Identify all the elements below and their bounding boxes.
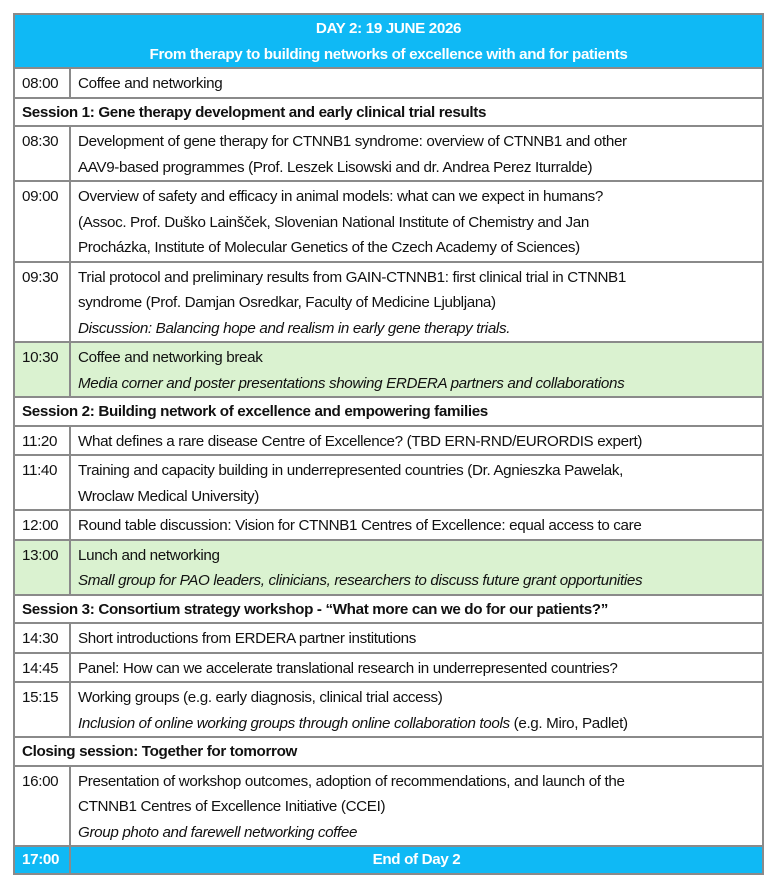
end-time: 17:00 [14, 846, 70, 874]
description-line: Working groups (e.g. early diagnosis, clinical trial access) [78, 689, 443, 706]
description-note [78, 371, 755, 397]
session-header-row [14, 595, 763, 624]
description-line: AAV9-based programmes (Prof. Leszek Lisowski and dr. Andrea Perez Iturralde) [78, 158, 593, 176]
agenda-description [70, 623, 763, 653]
description-line: Panel: How can we accelerate translational research in underrepresented countries? [78, 659, 618, 677]
agenda-time: 16:00 [14, 766, 70, 847]
agenda-description [70, 540, 763, 595]
session-header-row [14, 98, 763, 127]
description-line: Trial protocol and preliminary results from GAIN-CTNNB1: first clinical trial in CTNNB1 [78, 268, 626, 286]
agenda-time: 11:20 [14, 426, 70, 456]
session-title: Session 2: Building network of excellence and empowering families [14, 397, 763, 426]
agenda-description [70, 426, 763, 456]
session-header-row [14, 737, 763, 766]
description-line: Training and capacity building in underrepresented countries (Dr. Agnieszka Pawelak, [78, 462, 623, 479]
agenda-item-row [14, 181, 763, 262]
italic-note: Inclusion of online working groups through online collaboration tools [78, 714, 510, 732]
agenda-description [70, 653, 763, 683]
agenda-item-row [14, 455, 763, 510]
description-note [78, 711, 755, 737]
agenda-item-row [14, 510, 763, 540]
agenda-description [70, 126, 763, 181]
day2-agenda-table [13, 13, 764, 875]
description-line: Presentation of workshop outcomes, adoption of recommendations, and launch of the [78, 772, 625, 790]
session-title: Session 3: Consortium strategy workshop - “What more can we do for our patients?” [14, 595, 763, 624]
agenda-item-row [14, 262, 763, 343]
day-title: DAY 2: 19 JUNE 2026 [315, 20, 462, 37]
end-of-day-row [14, 846, 763, 874]
italic-note: Media corner and poster presentations showing ERDERA partners and collaborations [78, 374, 625, 392]
agenda-item-row [14, 426, 763, 456]
agenda-description [70, 766, 763, 847]
day-subtitle: From therapy to building networks of excellence with and for patients [149, 45, 628, 63]
agenda-item-row [14, 653, 763, 683]
agenda-time: 12:00 [14, 510, 70, 540]
italic-note: Small group for PAO leaders, clinicians, researchers to discuss future grant opportunities [78, 572, 643, 589]
agenda-description [70, 342, 763, 397]
session-header-row [14, 397, 763, 426]
agenda-item-row [14, 126, 763, 181]
description-line: Coffee and networking [78, 75, 223, 92]
agenda-description [70, 262, 763, 343]
agenda-time: 08:30 [14, 126, 70, 181]
description-note [78, 316, 755, 342]
break-row [14, 540, 763, 595]
agenda-time: 15:15 [14, 682, 70, 737]
description-note [78, 568, 755, 594]
description-line: What defines a rare disease Centre of Excellence? (TBD ERN-RND/EURORDIS expert) [78, 432, 643, 450]
description-line: Wroclaw Medical University) [78, 487, 259, 505]
description-line: syndrome (Prof. Damjan Osredkar, Faculty of Medicine Ljubljana) [78, 294, 496, 311]
agenda-time: 10:30 [14, 342, 70, 397]
agenda-time: 11:40 [14, 455, 70, 510]
description-line: Procházka, Institute of Molecular Genetics of the Czech Academy of Sciences) [78, 239, 580, 256]
agenda-description [70, 682, 763, 737]
agenda-item-row [14, 682, 763, 737]
session-title: Session 1: Gene therapy development and early clinical trial results [14, 98, 763, 127]
description-line: Coffee and networking break [78, 349, 263, 366]
agenda-item-row [14, 68, 763, 98]
agenda-description [70, 68, 763, 98]
agenda-header-cell [14, 14, 763, 68]
description-note [78, 820, 755, 846]
agenda-item-row [14, 766, 763, 847]
end-of-day-label: End of Day 2 [70, 846, 763, 874]
description-line: Lunch and networking [78, 546, 220, 564]
agenda-description [70, 510, 763, 540]
agenda-time: 09:30 [14, 262, 70, 343]
description-line: Short introductions from ERDERA partner institutions [78, 630, 417, 647]
description-line: Overview of safety and efficacy in animal models: what can we expect in humans? [78, 188, 604, 205]
agenda-time: 14:45 [14, 653, 70, 683]
agenda-item-row [14, 623, 763, 653]
description-line: (Assoc. Prof. Duško Lainšček, Slovenian National Institute of Chemistry and Jan [78, 213, 589, 231]
agenda-description [70, 455, 763, 510]
agenda-time: 13:00 [14, 540, 70, 595]
description-line: Development of gene therapy for CTNNB1 syndrome: overview of CTNNB1 and other [78, 133, 627, 150]
break-row [14, 342, 763, 397]
agenda-time: 14:30 [14, 623, 70, 653]
italic-note: Discussion: Balancing hope and realism in early gene therapy trials. [78, 319, 511, 337]
note-suffix: (e.g. Miro, Padlet) [509, 714, 628, 732]
description-line: CTNNB1 Centres of Excellence Initiative (CCEI) [78, 798, 386, 815]
agenda-description [70, 181, 763, 262]
italic-note: Group photo and farewell networking coffee [78, 823, 358, 841]
session-title: Closing session: Together for tomorrow [14, 737, 763, 766]
agenda-time: 08:00 [14, 68, 70, 98]
agenda-header-row [14, 14, 763, 68]
agenda-time: 09:00 [14, 181, 70, 262]
description-line: Round table discussion: Vision for CTNNB1 Centres of Excellence: equal access to care [78, 517, 642, 534]
